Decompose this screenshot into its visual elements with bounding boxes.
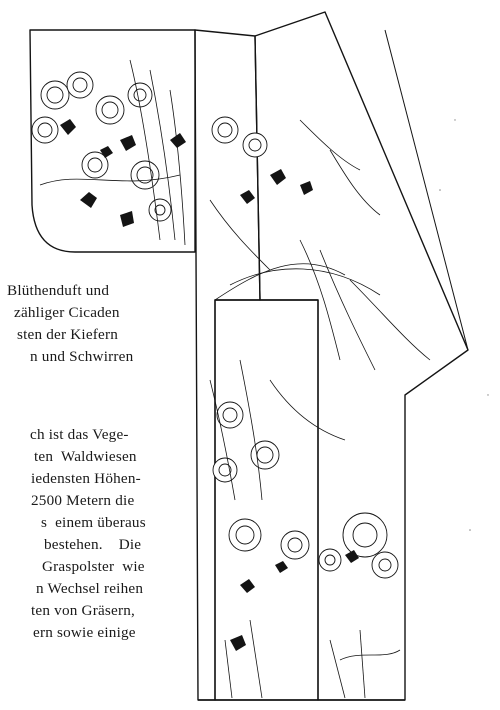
kimono-left-sleeve: [30, 30, 195, 252]
text-line-12: Graspolster wie: [42, 558, 145, 575]
scan-specks: [439, 119, 488, 531]
text-line-7: ten Waldwiesen: [34, 448, 137, 465]
text-line-4: n und Schwirren: [30, 348, 134, 365]
text-line-15: ern sowie einige: [33, 624, 136, 641]
text-line-9: 2500 Metern die: [31, 492, 135, 509]
text-line-3: sten der Kiefern: [17, 326, 119, 343]
text-line-2: zähliger Cicaden: [14, 304, 120, 321]
text-line-6: ch ist das Vege-: [30, 426, 129, 443]
text-line-1: Blüthenduft und: [7, 282, 110, 299]
text-line-10: s einem überaus: [41, 514, 146, 531]
text-line-14: ten von Gräsern,: [31, 602, 135, 619]
text-line-8: iedensten Höhen-: [31, 470, 141, 487]
text-line-13: n Wechsel reihen: [36, 580, 144, 597]
kimono-collar: [255, 12, 468, 700]
text-line-11: bestehen. Die: [44, 536, 142, 553]
